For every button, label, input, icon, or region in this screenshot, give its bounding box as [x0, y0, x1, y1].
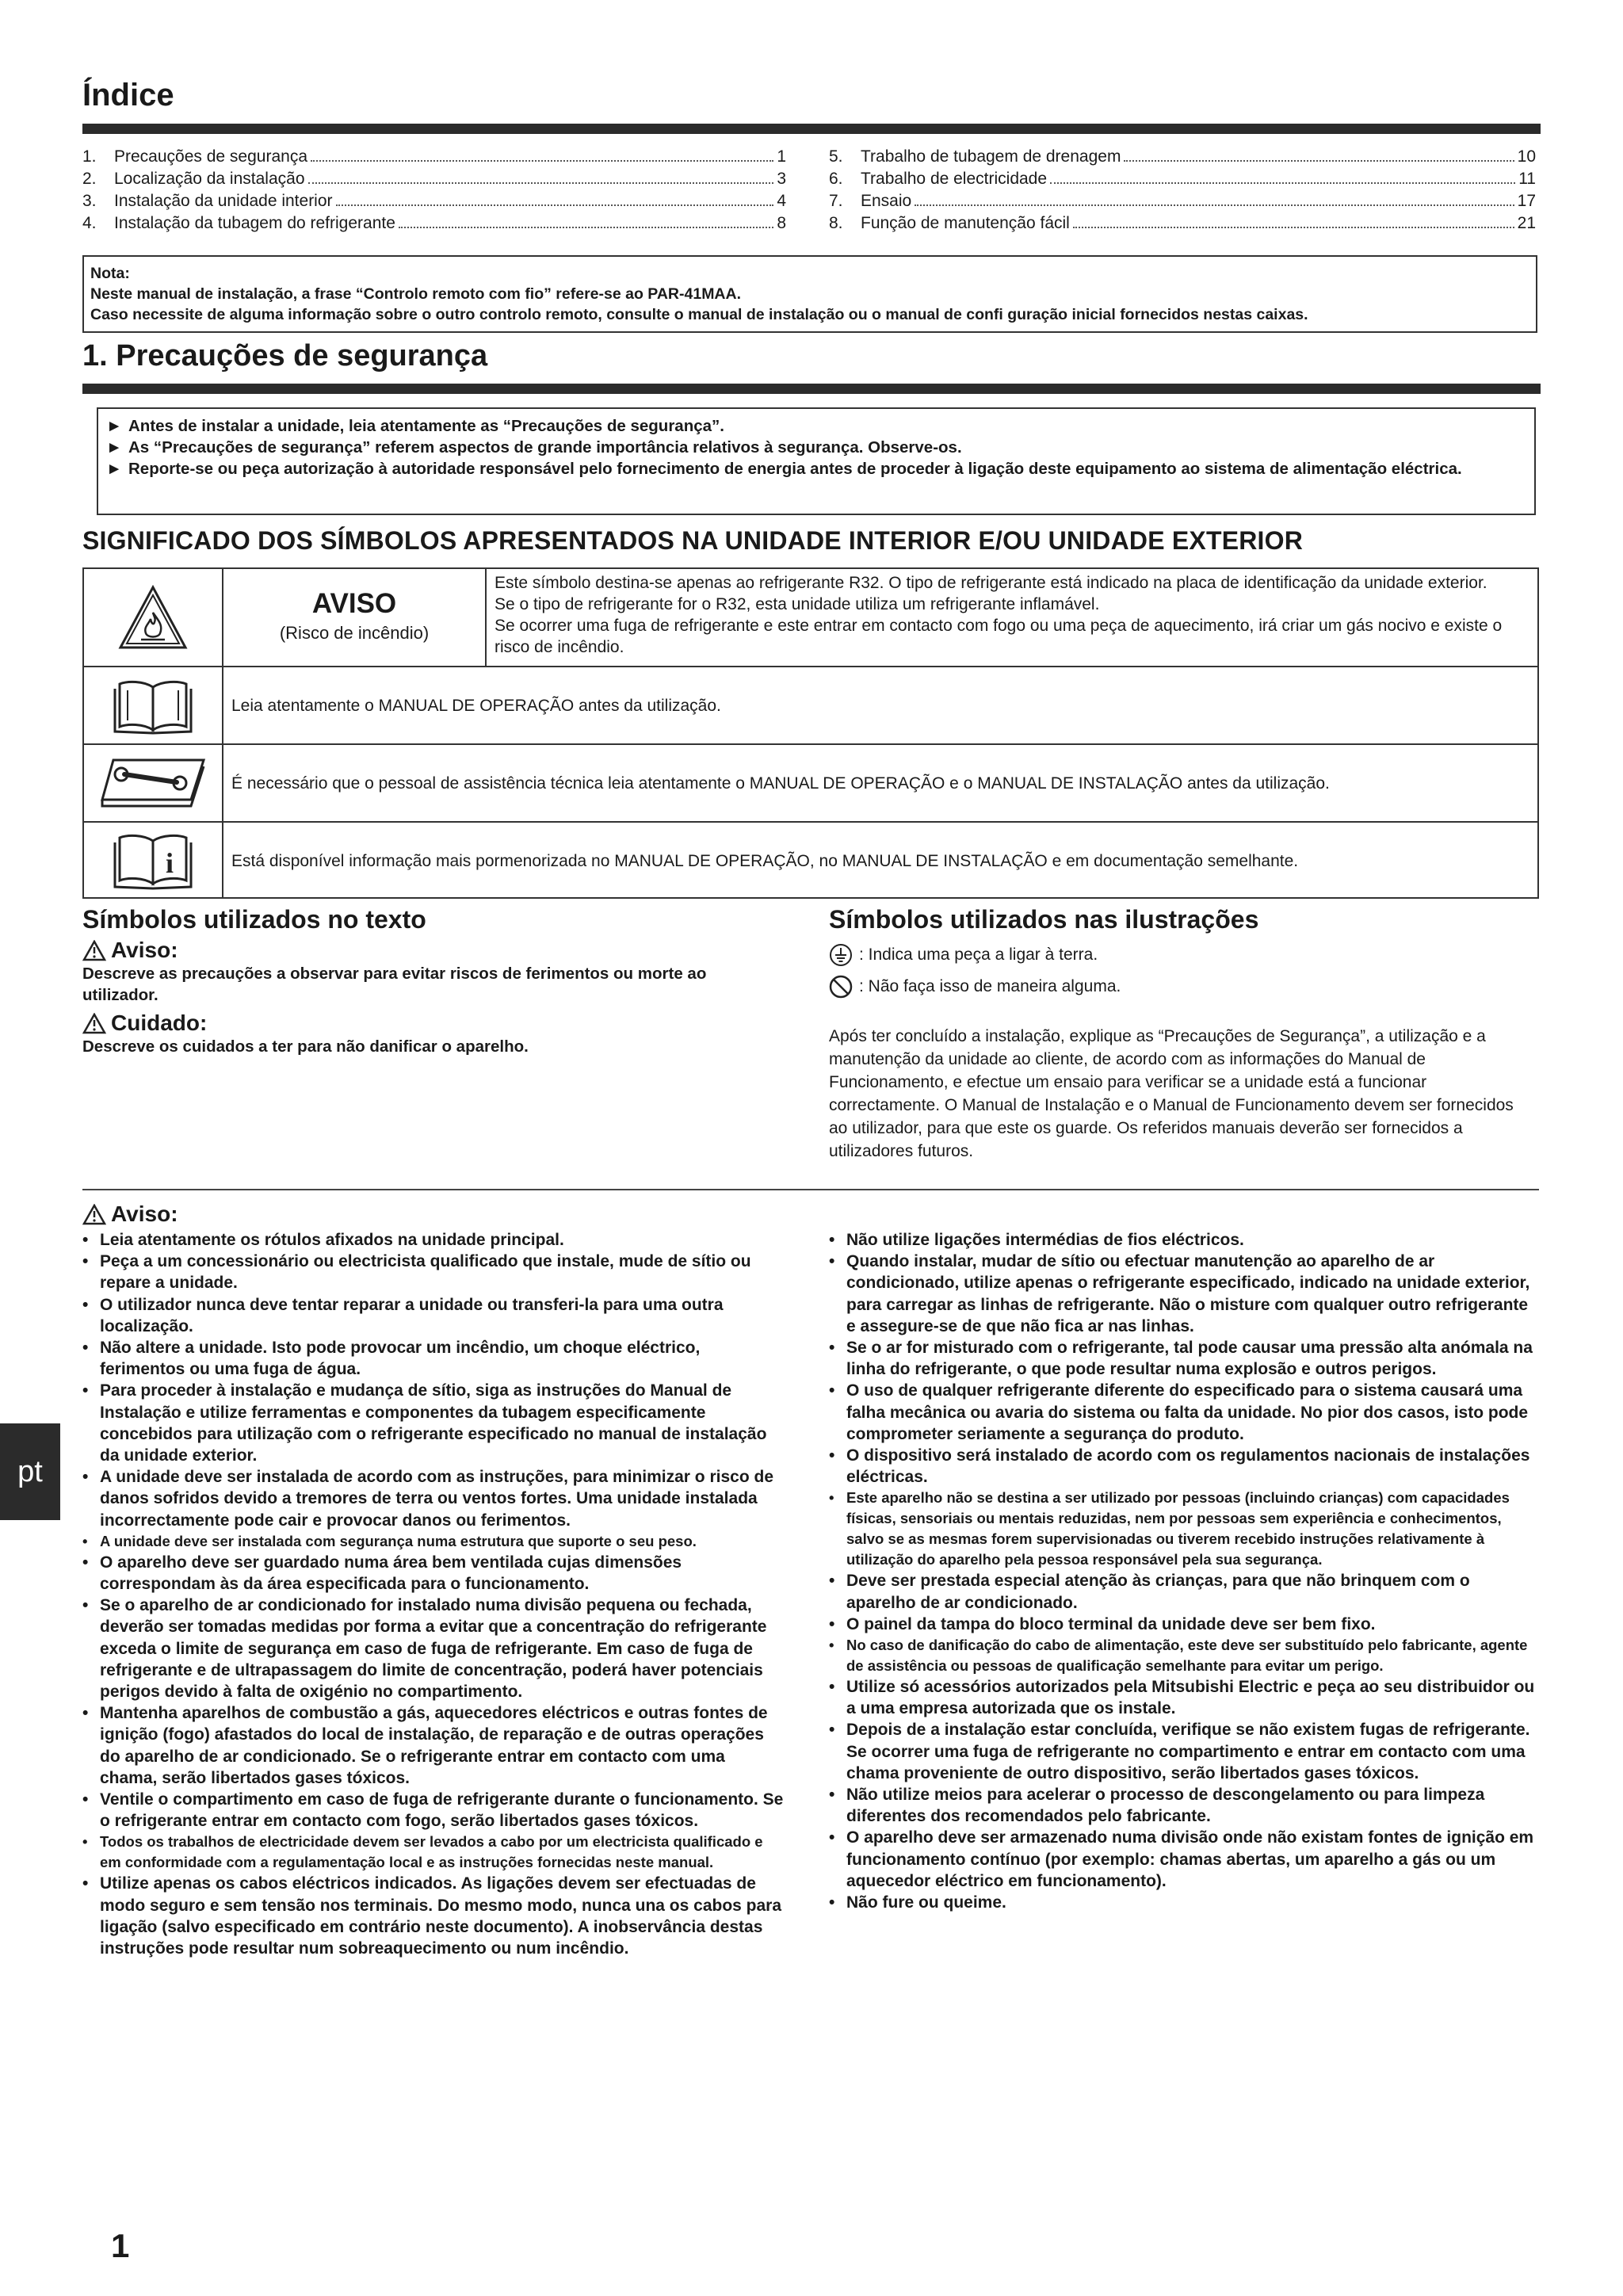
installation-paragraph: Após ter concluído a instalação, explique as “Precauções de Segurança”, a utilização e a manutenção da unidade ao cliente, de acordo com as informações do Manual de Funcionamento, e efectue um ensaio para verificar se a unidade está a funcionar correctamente. O Manual de Instalação e o Manual de Funcionamento devem ser fornecidos ao utilizador, para que este os guarde. Os referidos manuais deverão ser fornecidos a utilizadores futuros.: [829, 1027, 1514, 1160]
toc-item[interactable]: 7. Ensaio 17: [829, 192, 1536, 210]
warning-item: • Se o aparelho de ar condicionado for instalado numa divisão pequena ou fechada, deverão ser tomadas medidas por forma a evitar que a concentração do refrigerante exceda o limite de segurança em caso de fuga de refrigerante. Em caso de fuga de refrigerante e de ultrapassagem do limite de concentração, poderá haver potenciais perigos devido à falta de oxigénio no compartimento.: [82, 1596, 767, 1702]
triangle-right-icon: ►: [106, 417, 123, 435]
text-symbols-section: [82, 905, 780, 1057]
warning-item: • O dispositivo será instalado de acordo com os regulamentos nacionais de instalações eléctricas.: [829, 1446, 1530, 1487]
page-number: 1: [111, 2227, 130, 2264]
aviso-sub: (Risco de incêndio): [279, 623, 430, 643]
svg-text:i: i: [165, 847, 174, 879]
flammable-warning-icon: [117, 584, 189, 651]
section-rule: [82, 384, 1541, 394]
warning-item: • A unidade deve ser instalada com segurança numa estrutura que suporte o seu peso.: [82, 1532, 697, 1549]
aviso-desc: Descreve as precauções a observar para evitar riscos de ferimentos ou morte ao utilizador.: [82, 965, 707, 1004]
prohibited-desc: : Não faça isso de maneira alguma.: [859, 977, 1121, 995]
warning-item: • Este aparelho não se destina a ser utilizado por pessoas (incluindo crianças) com capacidades físicas, sensoriais ou mentais reduzidas, nem por pessoas sem experiência e conhecimentos, salvo se as mesmas forem supervisionadas ou tiverem recebido instruções relativamente à utilização do aparelho pela pessoa responsável pela sua segurança.: [829, 1489, 1510, 1568]
warning-item: • Todos os trabalhos de electricidade devem ser levados a cabo por um electricista qualificado e em conformidade com a regulamentação local e as instruções fornecidas neste manual.: [82, 1833, 763, 1871]
warning-item: • Mantenha aparelhos de combustão a gás, aquecedores eléctricos e outras fontes de ignição (fogo) afastados do local de instalação, de reparação e de outras operações do aparelho de ar condicionado. Se o refrigerante entrar em contacto com uma chama, serão libertados gases tóxicos.: [82, 1704, 768, 1787]
warning-item: • Deve ser prestada especial atenção às crianças, para que não brinquem com o aparelho de ar condicionado.: [829, 1572, 1470, 1612]
language-tab[interactable]: pt: [0, 1423, 60, 1520]
divider: [82, 1189, 1539, 1190]
ground-icon: [829, 943, 853, 967]
ground-desc: : Indica uma peça a ligar à terra.: [859, 946, 1098, 964]
precaution-item: ► Antes de instalar a unidade, leia atentamente as “Precauções de segurança”.: [106, 417, 724, 435]
cuidado-desc: Descreve os cuidados a ter para não danificar o aparelho.: [82, 1037, 529, 1056]
warnings-left: [82, 1229, 786, 1959]
index-title: Índice: [82, 78, 174, 113]
warning-item: • O uso de qualquer refrigerante diferente do especificado para o sistema causará uma falha mecânica ou avaria do sistema ou falta da unidade. No pior dos casos, isto pode comprometer seriamente a segurança do produto.: [829, 1381, 1529, 1443]
toc-item[interactable]: 2. Localização da instalação 3: [82, 170, 786, 188]
triangle-right-icon: ►: [106, 438, 123, 457]
toc-item[interactable]: 5. Trabalho de tubagem de drenagem 10: [829, 147, 1536, 166]
warnings-label: Aviso:: [111, 1201, 178, 1226]
warning-item: • Utilize apenas os cabos eléctricos indicados. As ligações devem ser efectuadas de modo seguro e sem tensão nos terminais. Do mesmo modo, nunca una os cabos para ligação (salvo especificado em contrário neste documento). A inobservância destas instruções pode resultar num sobreaquecimento ou num incêndio.: [82, 1874, 782, 1958]
warning-item: • O painel da tampa do bloco terminal da unidade deve ser bem fixo.: [829, 1614, 1376, 1633]
aviso-description: Este símbolo destina-se apenas ao refrigerante R32. O tipo de refrigerante está indicado na placa de identificação da unidade exterior. Se o tipo de refrigerante for o R32, esta unidade utiliza um refrigerante inflamável. Se ocorrer uma fuga de refrigerante e este entrar em contacto com fogo ou uma peça de aquecimento, irá criar um gás nocivo e existe o risco de incêndio.: [495, 574, 1503, 656]
triangle-right-icon: ►: [106, 460, 123, 478]
aviso-label: Aviso:: [111, 938, 178, 962]
precaution-item: ► Reporte-se ou peça autorização à autoridade responsável pelo fornecimento de energia antes de proceder à ligação deste equipamento ao sistema de alimentação eléctrica.: [106, 460, 1462, 478]
symbols-title: SIGNIFICADO DOS SÍMBOLOS APRESENTADOS NA UNIDADE INTERIOR E/OU UNIDADE EXTERIOR: [82, 526, 1304, 555]
warning-item: • Se o ar for misturado com o refrigerante, tal pode causar uma pressão alta anómala na linha do refrigerante, o que pode resultar numa explosão e outros perigos.: [829, 1339, 1533, 1379]
toc-left: [82, 146, 786, 235]
symbol-description: Leia atentamente o MANUAL DE OPERAÇÃO antes da utilização.: [231, 696, 721, 715]
symbols-table: [82, 567, 1539, 899]
warning-item: • O utilizador nunca deve tentar reparar a unidade ou transferi-la para uma outra localização.: [82, 1295, 724, 1335]
warning-item: • Não altere a unidade. Isto pode provocar um incêndio, um choque eléctrico, ferimentos ou uma fuga de água.: [82, 1339, 701, 1379]
illustration-symbols-title: Símbolos utilizados nas ilustrações: [829, 905, 1259, 934]
warning-item: • Não fure ou queime.: [829, 1893, 1006, 1912]
note-box: [82, 255, 1537, 333]
service-manual-icon: [97, 755, 208, 811]
warning-item: • Para proceder à instalação e mudança de sítio, siga as instruções do Manual de Instalação e utilize ferramentas e componentes da tubagem especificamente concebidos para utilização com o refrigerante especificado no manual de instalação da unidade exterior.: [82, 1381, 767, 1465]
toc-item[interactable]: 8. Função de manutenção fácil 21: [829, 214, 1536, 232]
open-book-icon: [113, 676, 193, 735]
note-label: Nota:: [90, 265, 130, 282]
warning-item: • Não utilize ligações intermédias de fios eléctricos.: [829, 1231, 1244, 1249]
cuidado-label: Cuidado:: [111, 1010, 208, 1035]
warning-triangle-icon: [82, 940, 106, 961]
precaution-item: ► As “Precauções de segurança” referem aspectos de grande importância relativos à segurança. Observe-os.: [106, 438, 962, 457]
symbol-description: É necessário que o pessoal de assistência técnica leia atentamente o MANUAL DE OPERAÇÃO e o MANUAL DE INSTALAÇÃO antes da utilização.: [231, 774, 1330, 793]
index-rule: [82, 124, 1541, 134]
note-line: Neste manual de instalação, a frase “Controlo remoto com fio” refere-se ao PAR-41MAA.: [90, 285, 742, 303]
prohibited-icon: [829, 975, 853, 999]
warning-item: • No caso de danificação do cabo de alimentação, este deve ser substituído pelo fabricante, agente de assistência ou pessoas de qualificação semelhante para evitar um perigo.: [829, 1637, 1528, 1675]
aviso-word: AVISO: [311, 588, 397, 619]
precaution-box: [97, 407, 1536, 515]
warning-item: • Peça a um concessionário ou electricista qualificado que instale, mude de sítio ou repare a unidade.: [82, 1252, 751, 1293]
warning-item: • Depois de a instalação estar concluída, verifique se não existem fugas de refrigerante. Se ocorrer uma fuga de refrigerante no compartimento e entrar em contacto com uma chama proveniente de outro dispositivo, serão libertados gases tóxicos.: [829, 1721, 1530, 1782]
symbol-row-manual: [84, 666, 1537, 743]
warning-item: • Leia atentamente os rótulos afixados na unidade principal.: [82, 1231, 564, 1249]
toc-item[interactable]: 3. Instalação da unidade interior 4: [82, 192, 786, 210]
warning-item: • Ventile o compartimento em caso de fuga de refrigerante durante o funcionamento. Se o refrigerante entrar em contacto com fogo, serão libertados gases tóxicos.: [82, 1790, 784, 1831]
illustration-symbols-section: [829, 905, 1534, 1163]
text-symbols-title: Símbolos utilizados no texto: [82, 905, 426, 934]
warning-item: • O aparelho deve ser guardado numa área bem ventilada cujas dimensões correspondam às da área especificada para o funcionamento.: [82, 1553, 682, 1594]
symbol-row-aviso: [84, 569, 1537, 666]
symbol-row-service: [84, 743, 1537, 821]
symbol-row-info: [84, 821, 1537, 899]
warning-item: • O aparelho deve ser armazenado numa divisão onde não existam fontes de ignição em funcionamento contínuo (por exemplo: chamas abertas, um aparelho a gás ou um aquecedor eléctrico em funcionamento).: [829, 1828, 1534, 1890]
note-line: Caso necessite de alguma informação sobre o outro controlo remoto, consulte o manual de instalação ou o manual de confi guração inicial fornecidos nestas caixas.: [90, 306, 1308, 323]
warning-item: • Não utilize meios para acelerar o processo de descongelamento ou para limpeza diferentes dos recomendados pelo fabricante.: [829, 1786, 1485, 1826]
warning-item: • Quando instalar, mudar de sítio ou efectuar manutenção ao aparelho de ar condicionado, utilize apenas o refrigerante especificado, indicado na unidade exterior, para carregar as linhas de refrigerante. Não o misture com qualquer outro refrigerante e assegure-se de que não fica ar nas linhas.: [829, 1252, 1530, 1335]
warnings-right: [829, 1229, 1536, 1913]
warning-item: • Utilize só acessórios autorizados pela Mitsubishi Electric e peça ao seu distribuidor ou a uma empresa autorizada que os instale.: [829, 1678, 1535, 1718]
warning-triangle-icon: [82, 1013, 106, 1034]
warning-item: • A unidade deve ser instalada de acordo com as instruções, para minimizar o risco de danos sofridos devido a tremores de terra ou ventos fortes. Uma unidade instalada incorrectamente pode cair e provocar danos ou ferimentos.: [82, 1468, 774, 1530]
symbol-description: Está disponível informação mais pormenorizada no MANUAL DE OPERAÇÃO, no MANUAL DE INSTALAÇÃO e em documentação semelhante.: [231, 851, 1299, 870]
toc-item[interactable]: 4. Instalação da tubagem do refrigerante 8: [82, 214, 786, 232]
toc-item[interactable]: 1. Precauções de segurança 1: [82, 147, 786, 166]
toc-right: [829, 146, 1536, 235]
info-book-icon: [113, 831, 193, 890]
warning-triangle-icon: [82, 1204, 106, 1225]
toc-item[interactable]: 6. Trabalho de electricidade 11: [829, 170, 1536, 188]
section-title: 1. Precauções de segurança: [82, 339, 488, 372]
